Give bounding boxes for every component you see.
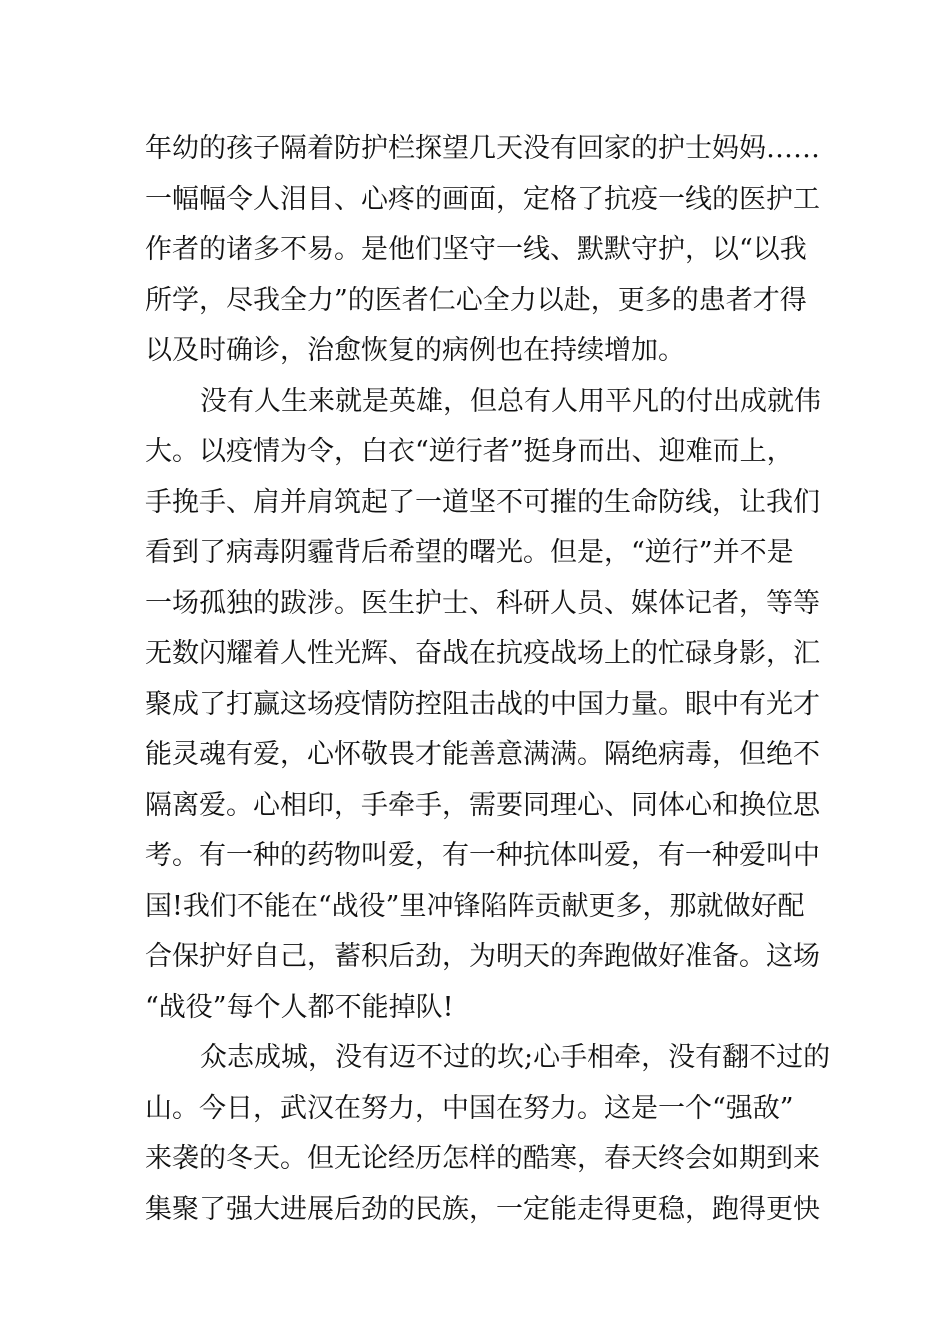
- text-line: 国!我们不能在“战役”里冲锋陷阵贡献更多，那就做好配: [145, 890, 805, 922]
- text-line: 考。有一种的药物叫爱，有一种抗体叫爱，有一种爱叫中: [145, 840, 820, 871]
- text-line: 没有人生来就是英雄，但总有人用平凡的付出成就伟: [200, 385, 821, 417]
- text-line: 来袭的冬天。但无论经历怎样的酷寒，春天终会如期到来: [145, 1143, 820, 1174]
- paragraph-2: [145, 377, 821, 1034]
- text-line: 一幅幅令人泪目、心疼的画面，定格了抗疫一线的医护工: [145, 183, 820, 215]
- text-line: 无数闪耀着人性光辉、奋战在抗疫战场上的忙碌身影，汇: [145, 638, 820, 669]
- text-line: 年幼的孩子隔着防护栏探望几天没有回家的护士妈妈……: [145, 133, 820, 164]
- text-line: 一场孤独的跋涉。医生护士、科研人员、媒体记者，等等: [145, 587, 820, 619]
- text-line: 集聚了强大进展后劲的民族，一定能走得更稳，跑得更快: [145, 1193, 820, 1225]
- text-line: 以及时确诊，治愈恢复的病例也在持续增加。: [145, 335, 685, 366]
- text-line: 所学，尽我全力”的医者仁心全力以赴，更多的患者才得: [145, 284, 807, 316]
- text-line: 大。以疫情为令，白衣“逆行者”挺身而出、迎难而上，: [145, 436, 794, 467]
- text-line: 聚成了打赢这场疫情防控阻击战的中国力量。眼中有光才: [145, 688, 820, 720]
- body-text: [145, 124, 831, 1235]
- text-line: 山。今日，武汉在努力，中国在努力。这是一个“强敌”: [145, 1092, 794, 1124]
- text-line: 看到了病毒阴霾背后希望的曙光。但是，“逆行”并不是: [145, 537, 794, 568]
- text-line: 能灵魂有爱，心怀敬畏才能善意满满。隔绝病毒，但绝不: [145, 739, 820, 770]
- text-line: 作者的诸多不易。是他们坚守一线、默默守护，以“以我: [145, 234, 807, 265]
- paragraph-3: [145, 1033, 831, 1235]
- text-line: 合保护好自己，蓄积后劲，为明天的奔跑做好准备。这场: [145, 941, 820, 972]
- text-line: 众志成城，没有迈不过的坎;心手相牵，没有翻不过的: [200, 1042, 831, 1073]
- text-line: “战役”每个人都不能掉队!: [145, 991, 454, 1023]
- text-line: 手挽手、肩并肩筑起了一道坚不可摧的生命防线，让我们: [145, 486, 820, 518]
- text-line: 隔离爱。心相印，手牵手，需要同理心、同体心和换位思: [145, 789, 820, 821]
- paragraph-1: [145, 124, 820, 377]
